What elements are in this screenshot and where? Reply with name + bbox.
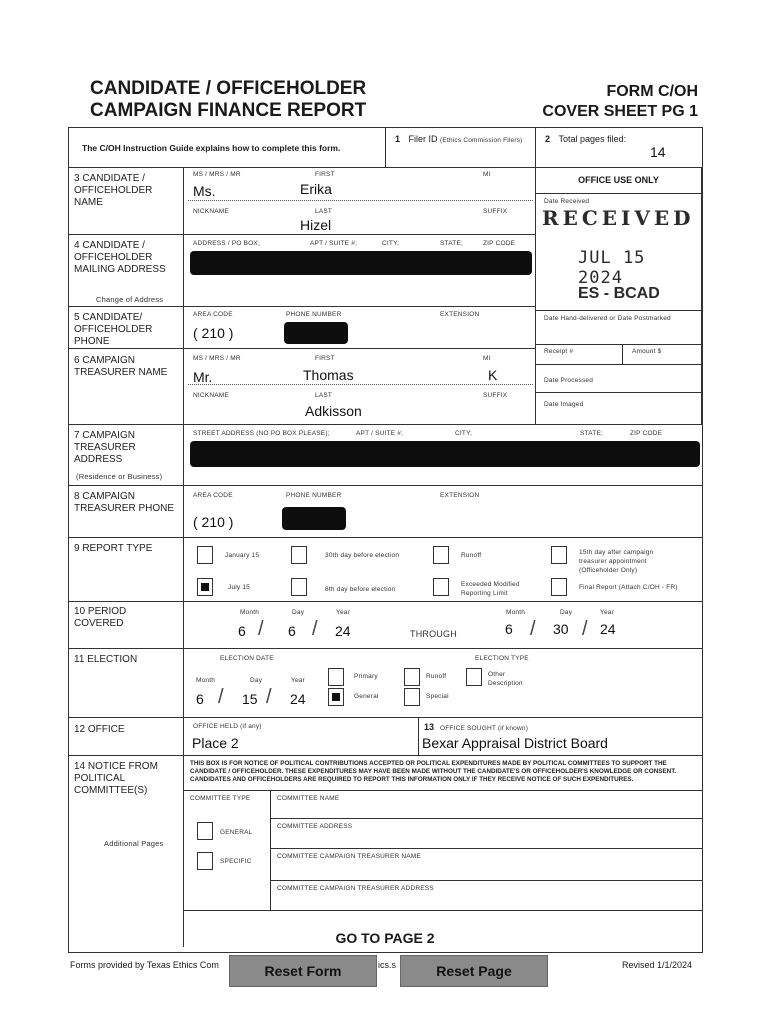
election-year[interactable]: 24: [290, 691, 306, 707]
period-from-month[interactable]: 6: [238, 623, 246, 639]
date-slash: /: [266, 686, 272, 708]
report-runoff-checkbox[interactable]: [433, 546, 449, 564]
candidate-phone-label: 5 CANDIDATE/ OFFICEHOLDER PHONE: [74, 312, 153, 347]
section-rule-12: [68, 755, 702, 756]
candidate-prefix-value[interactable]: Ms.: [193, 183, 216, 199]
election-year-header: Year: [291, 677, 305, 684]
candidate-state-header: STATE;: [440, 240, 463, 247]
report-final-checkbox[interactable]: [551, 578, 567, 596]
period-covered-label: 10 PERIOD COVERED: [74, 606, 127, 629]
election-day[interactable]: 15: [242, 691, 258, 707]
filer-id-sub: (Ethics Commission Filers): [440, 137, 523, 144]
treasurer-name-label: 6 CAMPAIGN TREASURER NAME: [74, 355, 168, 378]
total-pages-divider: [535, 127, 536, 167]
committee-treasurer-header: COMMITTEE CAMPAIGN TREASURER NAME: [277, 853, 421, 860]
office-use-rule-2: [536, 344, 701, 345]
committee-divider: [270, 790, 271, 910]
office-sought-label: OFFICE SOUGHT (if known): [439, 725, 529, 732]
candidate-address-header: ADDRESS / PO BOX;: [193, 240, 260, 247]
section-rule-3: [68, 234, 535, 235]
candidate-name-dotted-rule: [188, 200, 533, 201]
committee-type-header: COMMITTEE TYPE: [190, 795, 251, 802]
period-to-month-header: Month: [506, 609, 526, 616]
receipt-divider: [622, 344, 623, 364]
section-rule-8: [68, 537, 702, 538]
committee-name-rule: [270, 818, 702, 819]
treasurer-last-header: LAST: [315, 392, 333, 399]
total-pages-field[interactable]: [545, 134, 626, 144]
period-to-day[interactable]: 30: [553, 621, 569, 637]
report-exceeded-label: Exceeded Modified Reporting Limit: [461, 581, 520, 597]
treasurer-apt-header: APT / SUITE #;: [356, 430, 404, 437]
candidate-first-header: FIRST: [315, 171, 335, 178]
election-type-header: ELECTION TYPE: [475, 655, 529, 662]
treasurer-mi-value[interactable]: K: [488, 367, 498, 383]
amount-label: Amount $: [632, 348, 662, 355]
form-id: [542, 82, 698, 122]
election-special-label: Special: [426, 693, 449, 700]
date-slash: /: [258, 618, 264, 640]
date-imaged-label: Date Imaged: [544, 401, 584, 408]
reset-page-button[interactable]: Reset Page: [400, 955, 548, 987]
stamp-date: JUL 15 2024: [578, 248, 646, 288]
candidate-prefix-header: MS / MRS / MR: [193, 171, 241, 178]
period-to-month[interactable]: 6: [505, 621, 513, 637]
form-title-line2: CAMPAIGN FINANCE REPORT: [90, 100, 367, 121]
office-use-rule-1: [536, 310, 701, 311]
filer-id-field[interactable]: [395, 134, 523, 144]
section-rule-5: [68, 348, 535, 349]
candidate-first-value[interactable]: Erika: [300, 181, 332, 197]
hand-delivered-label: Date Hand-delivered or Date Postmarked: [544, 315, 671, 322]
total-pages-label: Total pages filed:: [558, 134, 627, 144]
election-other-checkbox[interactable]: [466, 668, 482, 686]
committee-general-label: GENERAL: [220, 829, 253, 836]
candidate-suffix-header: SUFFIX: [483, 208, 508, 215]
report-jul15-checkbox[interactable]: [197, 578, 213, 596]
treasurer-mi-header: MI: [483, 355, 491, 362]
committee-specific-label: SPECIFIC: [220, 858, 252, 865]
ics-text: ics.s: [378, 960, 396, 970]
provided-by-text: Forms provided by Texas Ethics Com: [70, 960, 219, 970]
treasurer-first-header: FIRST: [315, 355, 335, 362]
filer-id-divider: [385, 127, 386, 167]
treasurer-prefix-header: MS / MRS / MR: [193, 355, 241, 362]
office-divider: [418, 717, 419, 755]
candidate-area-value[interactable]: ( 210 ): [193, 325, 234, 341]
report-15day-label: 15th day after campaign treasurer appointment (Officeholder Only): [579, 549, 654, 574]
candidate-phone-header: PHONE NUMBER: [286, 311, 342, 318]
election-day-header: Day: [250, 677, 263, 684]
committee-treasurer-address-header: COMMITTEE CAMPAIGN TREASURER ADDRESS: [277, 885, 434, 892]
candidate-address-redaction: [190, 251, 532, 275]
treasurer-phone-header: PHONE NUMBER: [286, 492, 342, 499]
right-border: [702, 127, 703, 953]
section-rule-6: [68, 424, 702, 425]
notice-rule: [183, 790, 702, 791]
treasurer-city-header: CITY;: [455, 430, 473, 437]
treasurer-zip-header: ZIP CODE: [630, 430, 663, 437]
period-to-year[interactable]: 24: [600, 621, 616, 637]
committee-address-header: COMMITTEE ADDRESS: [277, 823, 353, 830]
candidate-last-value[interactable]: Hizel: [300, 217, 332, 233]
date-processed-label: Date Processed: [544, 377, 594, 384]
candidate-phone-redaction: [284, 322, 348, 344]
period-to-day-header: Day: [560, 609, 573, 616]
report-30day-checkbox[interactable]: [291, 546, 307, 564]
candidate-ext-header: EXTENSION: [440, 311, 480, 318]
treasurer-phone-label: 8 CAMPAIGN TREASURER PHONE: [74, 491, 175, 514]
election-date-header: ELECTION DATE: [220, 655, 274, 662]
form-title: [90, 78, 366, 122]
committee-name-header: COMMITTEE NAME: [277, 795, 340, 802]
report-8day-label: 8th day before election: [325, 586, 396, 593]
office-use-rule-4: [536, 392, 701, 393]
cover-sheet-label: COVER SHEET PG 1: [542, 103, 698, 120]
report-exceeded-checkbox[interactable]: [433, 578, 449, 596]
filer-id-label: Filer ID: [408, 134, 438, 144]
treasurer-name-dotted-rule: [188, 384, 533, 385]
additional-pages-label: Additional Pages: [104, 839, 164, 848]
stamp-code: ES - BCAD: [578, 285, 660, 302]
treasurer-ext-header: EXTENSION: [440, 492, 480, 499]
form-bottom-rule: [68, 952, 702, 953]
period-from-day-header: Day: [292, 609, 305, 616]
date-received-label: Date Received: [544, 198, 590, 205]
office-label: 12 OFFICE: [74, 724, 125, 735]
candidate-area-header: AREA CODE: [193, 311, 233, 318]
section-rule-4: [68, 306, 535, 307]
notice-text: THIS BOX IS FOR NOTICE OF POLITICAL CONTRIBUTIONS ACCEPTED OR POLITICAL EXPENDITURES MADE BY POLITICAL COMMITTEES TO SUPPORT THE CANDIDATE / OFFICEHOLDER. THESE EXPENDITURES MAY HAVE BEEN MADE WITHOUT THE CANDIDATE'S OR OFFICEHOLDER'S KNOWLEDGE OR CONSENT. CANDIDATES AND OFFICEHOLDERS ARE REQUIRED TO REPORT THIS INFORMATION ONLY IF THEY RECEIVE NOTICE OF SUCH EXPENDITURES.: [190, 760, 677, 783]
period-from-year-header: Year: [336, 609, 350, 616]
treasurer-nickname-header: NICKNAME: [193, 392, 229, 399]
treasurer-street-header: STREET ADDRESS (NO PO BOX PLEASE);: [193, 430, 330, 437]
instruction-text: The C/OH Instruction Guide explains how to complete this form.: [82, 143, 341, 153]
date-slash: /: [218, 686, 224, 708]
section-rule-11: [68, 717, 702, 718]
election-special-checkbox[interactable]: [404, 688, 420, 706]
notice-label: 14 NOTICE FROM POLITICAL COMMITTEE(S): [74, 761, 158, 796]
election-label: 11 ELECTION: [74, 654, 138, 665]
report-jan15-checkbox[interactable]: [197, 546, 213, 564]
treasurer-last-value[interactable]: Adkisson: [305, 403, 362, 419]
go-to-page-2: GO TO PAGE 2: [335, 930, 435, 946]
report-30day-label: 30th day before election: [325, 552, 400, 559]
election-general-label: General: [354, 693, 379, 700]
candidate-address-label: 4 CANDIDATE / OFFICEHOLDER MAILING ADDRESS: [74, 240, 166, 275]
committee-address-rule: [270, 848, 702, 849]
report-jul15-label: July 15: [228, 584, 250, 591]
treasurer-area-value[interactable]: ( 210 ): [193, 514, 234, 530]
election-primary-checkbox[interactable]: [328, 668, 344, 686]
treasurer-address-sub: (Residence or Business): [76, 472, 163, 481]
date-slash: /: [312, 618, 318, 640]
treasurer-first-value[interactable]: Thomas: [303, 367, 354, 383]
committee-treasurer-rule: [270, 880, 702, 881]
candidate-last-header: LAST: [315, 208, 333, 215]
section-rule-7: [68, 485, 702, 486]
treasurer-suffix-header: SUFFIX: [483, 392, 508, 399]
period-through-label: THROUGH: [410, 629, 457, 639]
notice-bottom-rule: [183, 910, 702, 911]
candidate-apt-header: APT / SUITE #;: [310, 240, 358, 247]
section-rule-9: [68, 601, 702, 602]
office-use-box: [535, 167, 702, 425]
label-column-divider: [183, 167, 184, 947]
total-pages-number: 2: [545, 134, 551, 144]
treasurer-state-header: STATE;: [580, 430, 603, 437]
committee-general-checkbox[interactable]: [197, 822, 213, 840]
date-slash: /: [582, 618, 588, 640]
election-month-header: Month: [196, 677, 216, 684]
election-runoff-label: Runoff: [426, 673, 447, 680]
receipt-label: Receipt #: [544, 348, 574, 355]
period-from-day[interactable]: 6: [288, 623, 296, 639]
report-jan15-label: January 15: [225, 552, 260, 559]
election-other-description: Description: [488, 680, 523, 687]
treasurer-address-redaction: [190, 441, 700, 467]
revised-date: Revised 1/1/2024: [622, 960, 693, 970]
received-stamp: RECEIVED: [542, 206, 695, 230]
candidate-city-header: CITY;: [382, 240, 400, 247]
total-pages-value: 14: [650, 144, 666, 160]
treasurer-area-header: AREA CODE: [193, 492, 233, 499]
form-title-line1: CANDIDATE / OFFICEHOLDER: [90, 78, 367, 99]
date-slash: /: [530, 618, 536, 640]
report-8day-checkbox[interactable]: [291, 578, 307, 596]
election-other-label: Other: [488, 671, 506, 678]
report-type-label: 9 REPORT TYPE: [74, 543, 153, 554]
election-primary-label: Primary: [354, 673, 378, 680]
candidate-zip-header: ZIP CODE: [483, 240, 516, 247]
filer-id-number: 1: [395, 134, 401, 144]
period-from-month-header: Month: [240, 609, 260, 616]
office-held-header: OFFICE HELD (if any): [193, 723, 262, 730]
office-sought-number: 13: [424, 722, 435, 732]
report-15day-checkbox[interactable]: [551, 546, 567, 564]
election-month[interactable]: 6: [196, 691, 204, 707]
form-code: FORM C/OH: [606, 83, 698, 100]
election-runoff-checkbox[interactable]: [404, 668, 420, 686]
period-from-year[interactable]: 24: [335, 623, 351, 639]
office-held-value[interactable]: Place 2: [192, 735, 239, 751]
treasurer-prefix-value[interactable]: Mr.: [193, 369, 213, 385]
report-final-label: Final Report (Attach C/OH - FR): [579, 584, 678, 591]
office-use-title: OFFICE USE ONLY: [536, 168, 701, 194]
committee-specific-checkbox[interactable]: [197, 852, 213, 870]
period-to-year-header: Year: [600, 609, 614, 616]
section-rule-10: [68, 648, 702, 649]
office-use-rule-3: [536, 364, 701, 365]
treasurer-phone-redaction: [282, 507, 346, 530]
treasurer-address-label: 7 CAMPAIGN TREASURER ADDRESS: [74, 430, 136, 465]
election-general-checkbox[interactable]: [328, 688, 344, 706]
candidate-mi-header: MI: [483, 171, 491, 178]
candidate-nickname-header: NICKNAME: [193, 208, 229, 215]
office-sought-value[interactable]: Bexar Appraisal District Board: [422, 735, 608, 751]
change-of-address-label: Change of Address: [96, 295, 164, 304]
left-border: [68, 127, 69, 953]
office-sought-header: [424, 722, 528, 732]
reset-form-button[interactable]: Reset Form: [229, 955, 377, 987]
candidate-name-label: 3 CANDIDATE / OFFICEHOLDER NAME: [74, 173, 153, 208]
report-runoff-label: Runoff: [461, 552, 482, 559]
